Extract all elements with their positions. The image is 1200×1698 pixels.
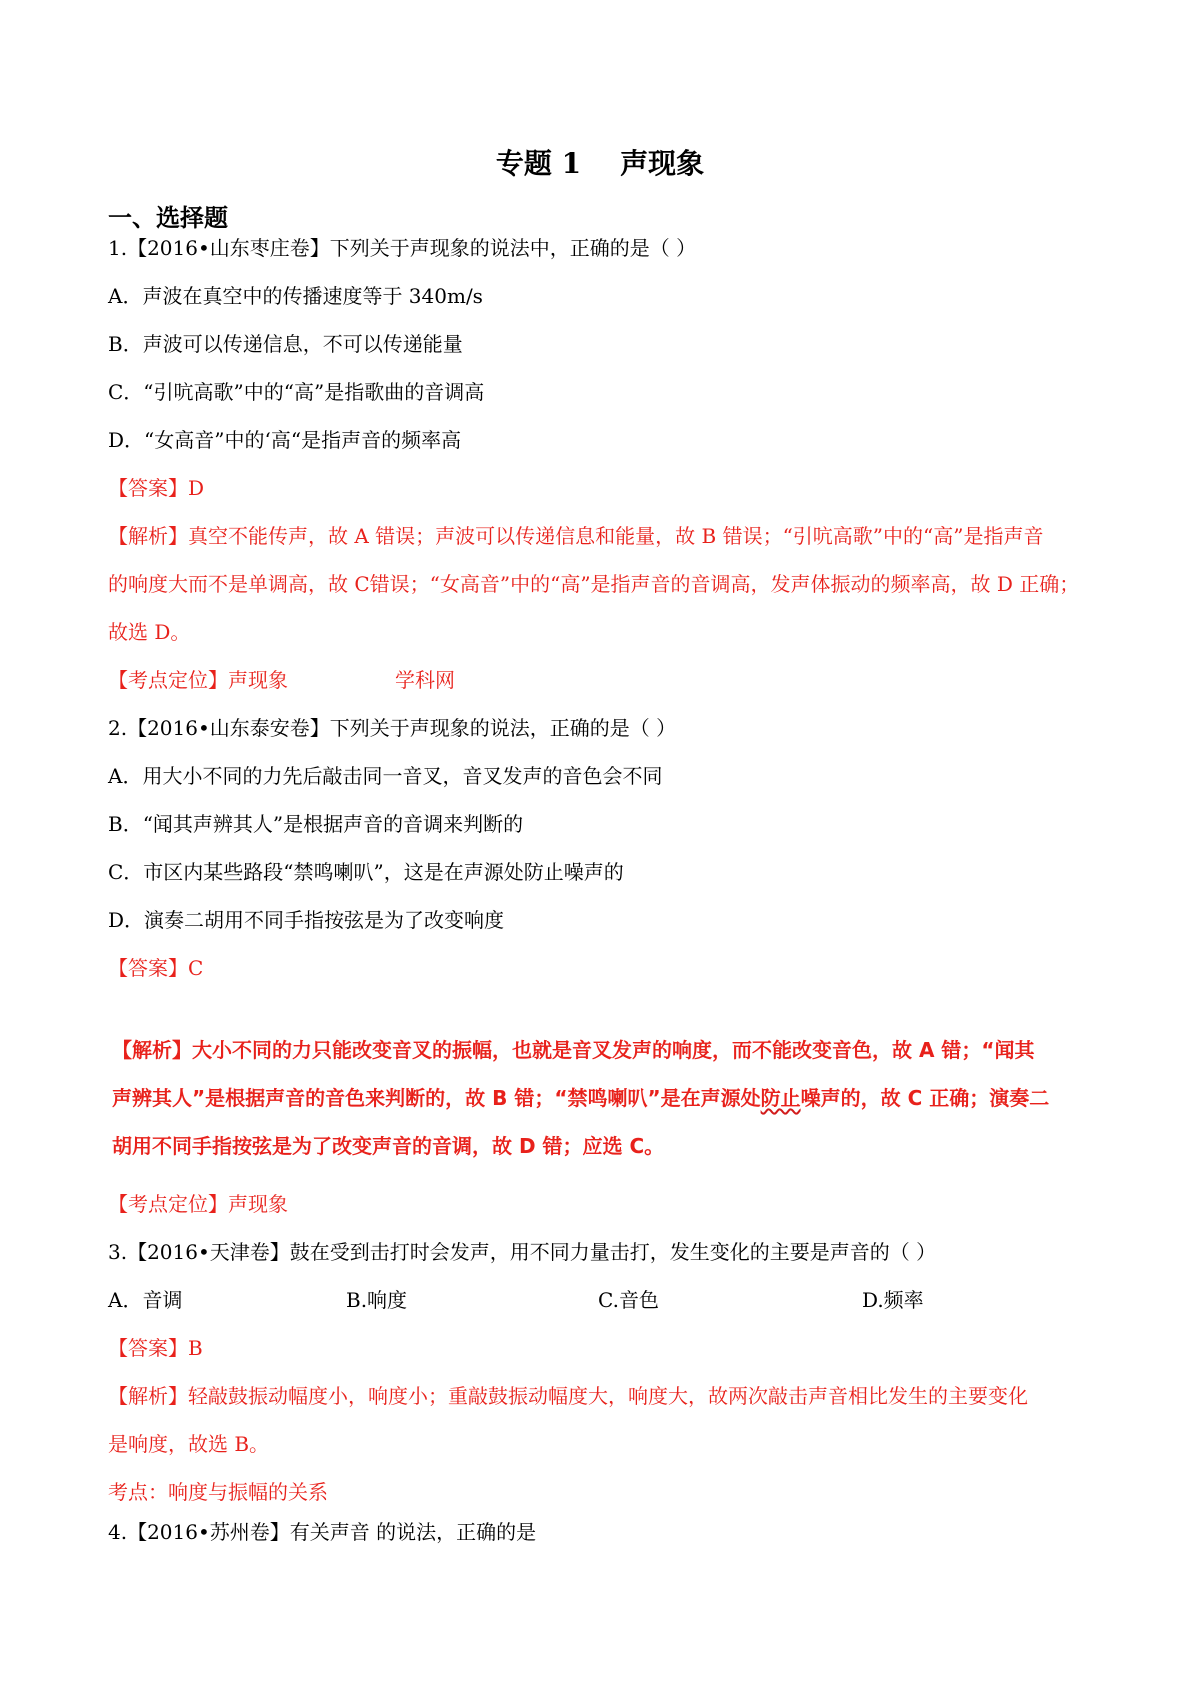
- q3-analysis-line-1: 【解析】轻敲鼓振动幅度小，响度小；重敲鼓振动幅度大，响度大，故两次敲击声音相比发生的主要变化: [108, 1384, 1028, 1408]
- q3-option-c: C.音色: [598, 1288, 659, 1312]
- q1-analysis-line-2: 的响度大而不是单调高，故 C错误；“女高音”中的“高”是指声音的音调高，发声体振动的频率高，故 D 正确；: [108, 572, 1080, 596]
- q2-analysis-line-2-part-2: 噪声的，故 C 正确；演奏二: [800, 1086, 1050, 1110]
- q3-option-b: B.响度: [346, 1288, 408, 1312]
- q3-answer: 【答案】B: [108, 1336, 203, 1360]
- q3-option-a: A．音调: [108, 1288, 183, 1312]
- q2-analysis-line-2-part-1: 声辨其人”是根据声音的音色来判断的，故 B 错；“禁鸣喇叭”是在声源处: [112, 1086, 761, 1110]
- q1-answer: 【答案】D: [108, 476, 205, 500]
- q2-option-c: C．市区内某些路段“禁鸣喇叭”，这是在声源处防止噪声的: [108, 860, 624, 884]
- section-heading: 一、选择题: [108, 203, 228, 232]
- watermark-text: 学科网: [395, 668, 455, 692]
- q3-stem: 3.【2016•天津卷】鼓在受到击打时会发声，用不同力量击打，发生变化的主要是声音的（ ）: [108, 1240, 937, 1264]
- q1-option-b: B．声波可以传递信息，不可以传递能量: [108, 332, 463, 356]
- page-title: 专题 1 声现象: [495, 147, 705, 180]
- q3-analysis-line-2: 是响度，故选 B。: [108, 1432, 270, 1456]
- q1-analysis-line-1: 【解析】真空不能传声，故 A 错误；声波可以传递信息和能量，故 B 错误；“引吭高歌”中的“高”是指声音: [108, 524, 1044, 548]
- q2-kaodian: 【考点定位】声现象: [108, 1192, 288, 1216]
- q2-option-a: A．用大小不同的力先后敲击同一音叉，音叉发声的音色会不同: [108, 764, 663, 788]
- q1-stem: 1.【2016•山东枣庄卷】下列关于声现象的说法中，正确的是（ ）: [108, 236, 697, 260]
- q2-stem: 2.【2016•山东泰安卷】下列关于声现象的说法，正确的是（ ）: [108, 716, 677, 740]
- q2-analysis-line-3: 胡用不同手指按弦是为了改变声音的音调，故 D 错；应选 C。: [112, 1134, 665, 1158]
- q2-answer: 【答案】C: [108, 956, 204, 980]
- q3-kaodian: 考点：响度与振幅的关系: [108, 1480, 328, 1504]
- q3-option-d: D.频率: [862, 1288, 924, 1312]
- q4-stem: 4.【2016•苏州卷】有关声音 的说法，正确的是: [108, 1520, 537, 1544]
- q2-option-d: D．演奏二胡用不同手指按弦是为了改变响度: [108, 908, 505, 932]
- q2-analysis-line-1: 【解析】大小不同的力只能改变音叉的振幅，也就是音叉发声的响度，而不能改变音色，故 A 错；“闻其: [112, 1038, 1035, 1062]
- q1-option-d: D．“女高音”中的‘高“是指声音的频率高: [108, 428, 462, 452]
- q1-option-c: C．“引吭高歌”中的“高”是指歌曲的音调高: [108, 380, 485, 404]
- q1-analysis-line-3: 故选 D。: [108, 620, 191, 644]
- q1-kaodian: 【考点定位】声现象: [108, 668, 288, 692]
- q1-option-a: A．声波在真空中的传播速度等于 340m/s: [108, 284, 483, 308]
- q2-option-b: B．“闻其声辨其人”是根据声音的音调来判断的: [108, 812, 524, 836]
- q2-analysis-line-2: [112, 1084, 1049, 1112]
- q2-analysis-line-2-underlined: 防止: [760, 1086, 801, 1110]
